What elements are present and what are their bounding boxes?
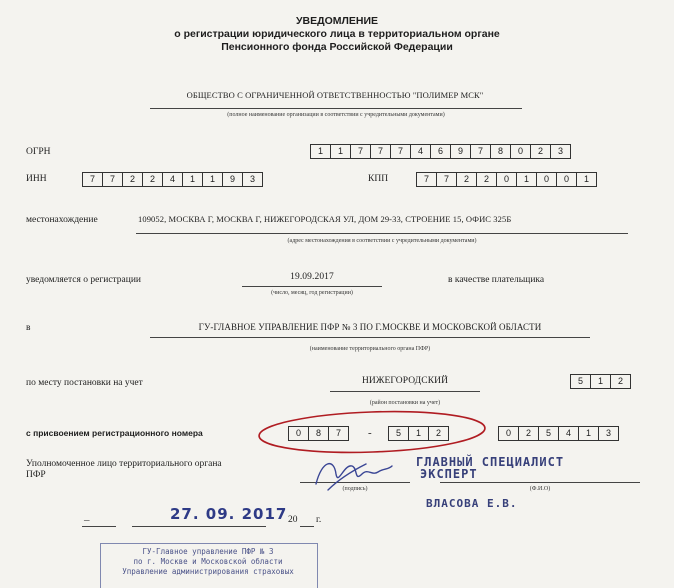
- digit-box: 0: [511, 144, 531, 159]
- address-line: [136, 233, 628, 234]
- organization-name: ОБЩЕСТВО С ОГРАНИЧЕННОЙ ОТВЕТСТВЕННОСТЬЮ "ПОЛИМЕР МСК": [186, 90, 484, 100]
- reg-number-group-3: [498, 426, 619, 441]
- official-name-stamp: ВЛАСОВА Е.В.: [426, 497, 518, 510]
- inn-digit-boxes: [82, 172, 263, 187]
- authorized-label-line1: Уполномоченное лицо территориального органа: [26, 459, 222, 469]
- digit-box: 6: [431, 144, 451, 159]
- digit-box: 7: [416, 172, 437, 187]
- signature-caption: (подпись): [342, 486, 368, 492]
- digit-box: 2: [611, 374, 631, 389]
- digit-box: 4: [559, 426, 579, 441]
- organization-name-line: [150, 108, 522, 109]
- digit-box: 1: [310, 144, 331, 159]
- digit-box: 1: [517, 172, 537, 187]
- registration-date: 19.09.2017: [290, 272, 334, 282]
- digit-box: 7: [391, 144, 411, 159]
- digit-box: 7: [471, 144, 491, 159]
- digit-box: 0: [497, 172, 517, 187]
- registration-date-caption: (число, месяц, год регистрации): [271, 290, 353, 296]
- digit-box: 1: [183, 172, 203, 187]
- reg-number-highlight-circle: [255, 406, 491, 456]
- fund-office-line: [150, 337, 590, 338]
- reg-number-label: с присвоением регистрационного номера: [26, 428, 203, 438]
- fund-office-caption: (наименование территориального органа ПФР): [309, 346, 431, 352]
- digit-box: 2: [457, 172, 477, 187]
- ogrn-label: ОГРН: [26, 147, 51, 157]
- digit-box: 4: [163, 172, 183, 187]
- digit-box: 0: [557, 172, 577, 187]
- date-year-line: [300, 526, 314, 527]
- as-payer-text: в качестве плательщика: [448, 275, 545, 285]
- date-day-line: [82, 526, 116, 527]
- name-line: [440, 482, 640, 483]
- digit-box: 1: [203, 172, 223, 187]
- name-caption: (Ф.И.О): [529, 486, 551, 492]
- district-label: по месту постановки на учет: [26, 378, 143, 388]
- office-stamp-line1: ГУ-Главное управление ПФР № 3: [142, 547, 274, 556]
- fund-office-label: в: [26, 323, 31, 333]
- digit-box: 0: [537, 172, 557, 187]
- digit-box: 7: [437, 172, 457, 187]
- registration-label: уведомляется о регистрации: [26, 275, 142, 285]
- digit-box: 7: [329, 426, 349, 441]
- date-year-prefix: 20: [288, 515, 298, 525]
- digit-box: 1: [577, 172, 597, 187]
- digit-box: 7: [103, 172, 123, 187]
- inn-label: ИНН: [26, 174, 47, 184]
- digit-box: 2: [477, 172, 497, 187]
- position-stamp-line1: ГЛАВНЫЙ СПЕЦИАЛИСТ: [416, 455, 565, 469]
- digit-box: 2: [123, 172, 143, 187]
- document-subtitle-2: Пенсионного фонда Российской Федерации: [221, 41, 453, 53]
- reg-number-separator: -: [368, 427, 372, 439]
- digit-box: 3: [599, 426, 619, 441]
- address-label: местонахождение: [26, 215, 98, 225]
- fund-office-value: ГУ-ГЛАВНОЕ УПРАВЛЕНИЕ ПФР № 3 ПО Г.МОСКВЕ И МОСКОВСКОЙ ОБЛАСТИ: [198, 322, 542, 332]
- kpp-digit-boxes: [416, 172, 597, 187]
- digit-box: 9: [223, 172, 243, 187]
- position-stamp-line2: ЭКСПЕРТ: [420, 467, 478, 481]
- digit-box: 1: [409, 426, 429, 441]
- document-title: УВЕДОМЛЕНИЕ: [295, 15, 379, 27]
- handwritten-signature: [308, 450, 398, 498]
- digit-box: 8: [309, 426, 329, 441]
- digit-box: 1: [579, 426, 599, 441]
- digit-box: 0: [498, 426, 519, 441]
- digit-box: 3: [243, 172, 263, 187]
- office-stamp-line3: Управление администрирования страховых: [122, 567, 294, 576]
- digit-box: 5: [539, 426, 559, 441]
- digit-box: 7: [351, 144, 371, 159]
- district-caption: (район постановки на учет): [369, 400, 441, 406]
- digit-box: 7: [82, 172, 103, 187]
- date-year-suffix: г.: [316, 515, 322, 525]
- digit-box: 5: [388, 426, 409, 441]
- digit-box: 5: [570, 374, 591, 389]
- office-stamp-line2: по г. Москве и Московской области: [133, 557, 283, 566]
- document-subtitle-1: о регистрации юридического лица в территориальном органе: [174, 28, 500, 40]
- digit-box: 2: [429, 426, 449, 441]
- digit-box: 8: [491, 144, 511, 159]
- handwritten-date: 27. 09. 2017: [170, 505, 288, 523]
- address-caption: (адрес местонахождения в соответствии с учредительными документами): [287, 238, 477, 244]
- district-line: [330, 391, 480, 392]
- ogrn-digit-boxes: [310, 144, 571, 159]
- digit-box: 1: [591, 374, 611, 389]
- district-code-boxes: [570, 374, 631, 389]
- digit-box: 9: [451, 144, 471, 159]
- date-dash-left: –: [84, 514, 90, 526]
- kpp-label: КПП: [368, 174, 389, 184]
- registration-date-line: [242, 286, 382, 287]
- digit-box: 2: [519, 426, 539, 441]
- digit-box: 1: [331, 144, 351, 159]
- digit-box: 2: [143, 172, 163, 187]
- organization-name-caption: (полное наименование организации в соответствии с учредительными документами): [227, 112, 445, 118]
- address-value: 109052, МОСКВА Г, МОСКВА Г, НИЖЕГОРОДСКАЯ УЛ, ДОМ 29-33, СТРОЕНИЕ 15, ОФИС 325Б: [138, 214, 512, 224]
- digit-box: 7: [371, 144, 391, 159]
- digit-box: 0: [288, 426, 309, 441]
- district-value: НИЖЕГОРОДСКИЙ: [361, 376, 449, 386]
- date-month-line: [132, 526, 266, 527]
- digit-box: 2: [531, 144, 551, 159]
- authorized-label-line2: ПФР: [26, 470, 46, 480]
- digit-box: 4: [411, 144, 431, 159]
- digit-box: 3: [551, 144, 571, 159]
